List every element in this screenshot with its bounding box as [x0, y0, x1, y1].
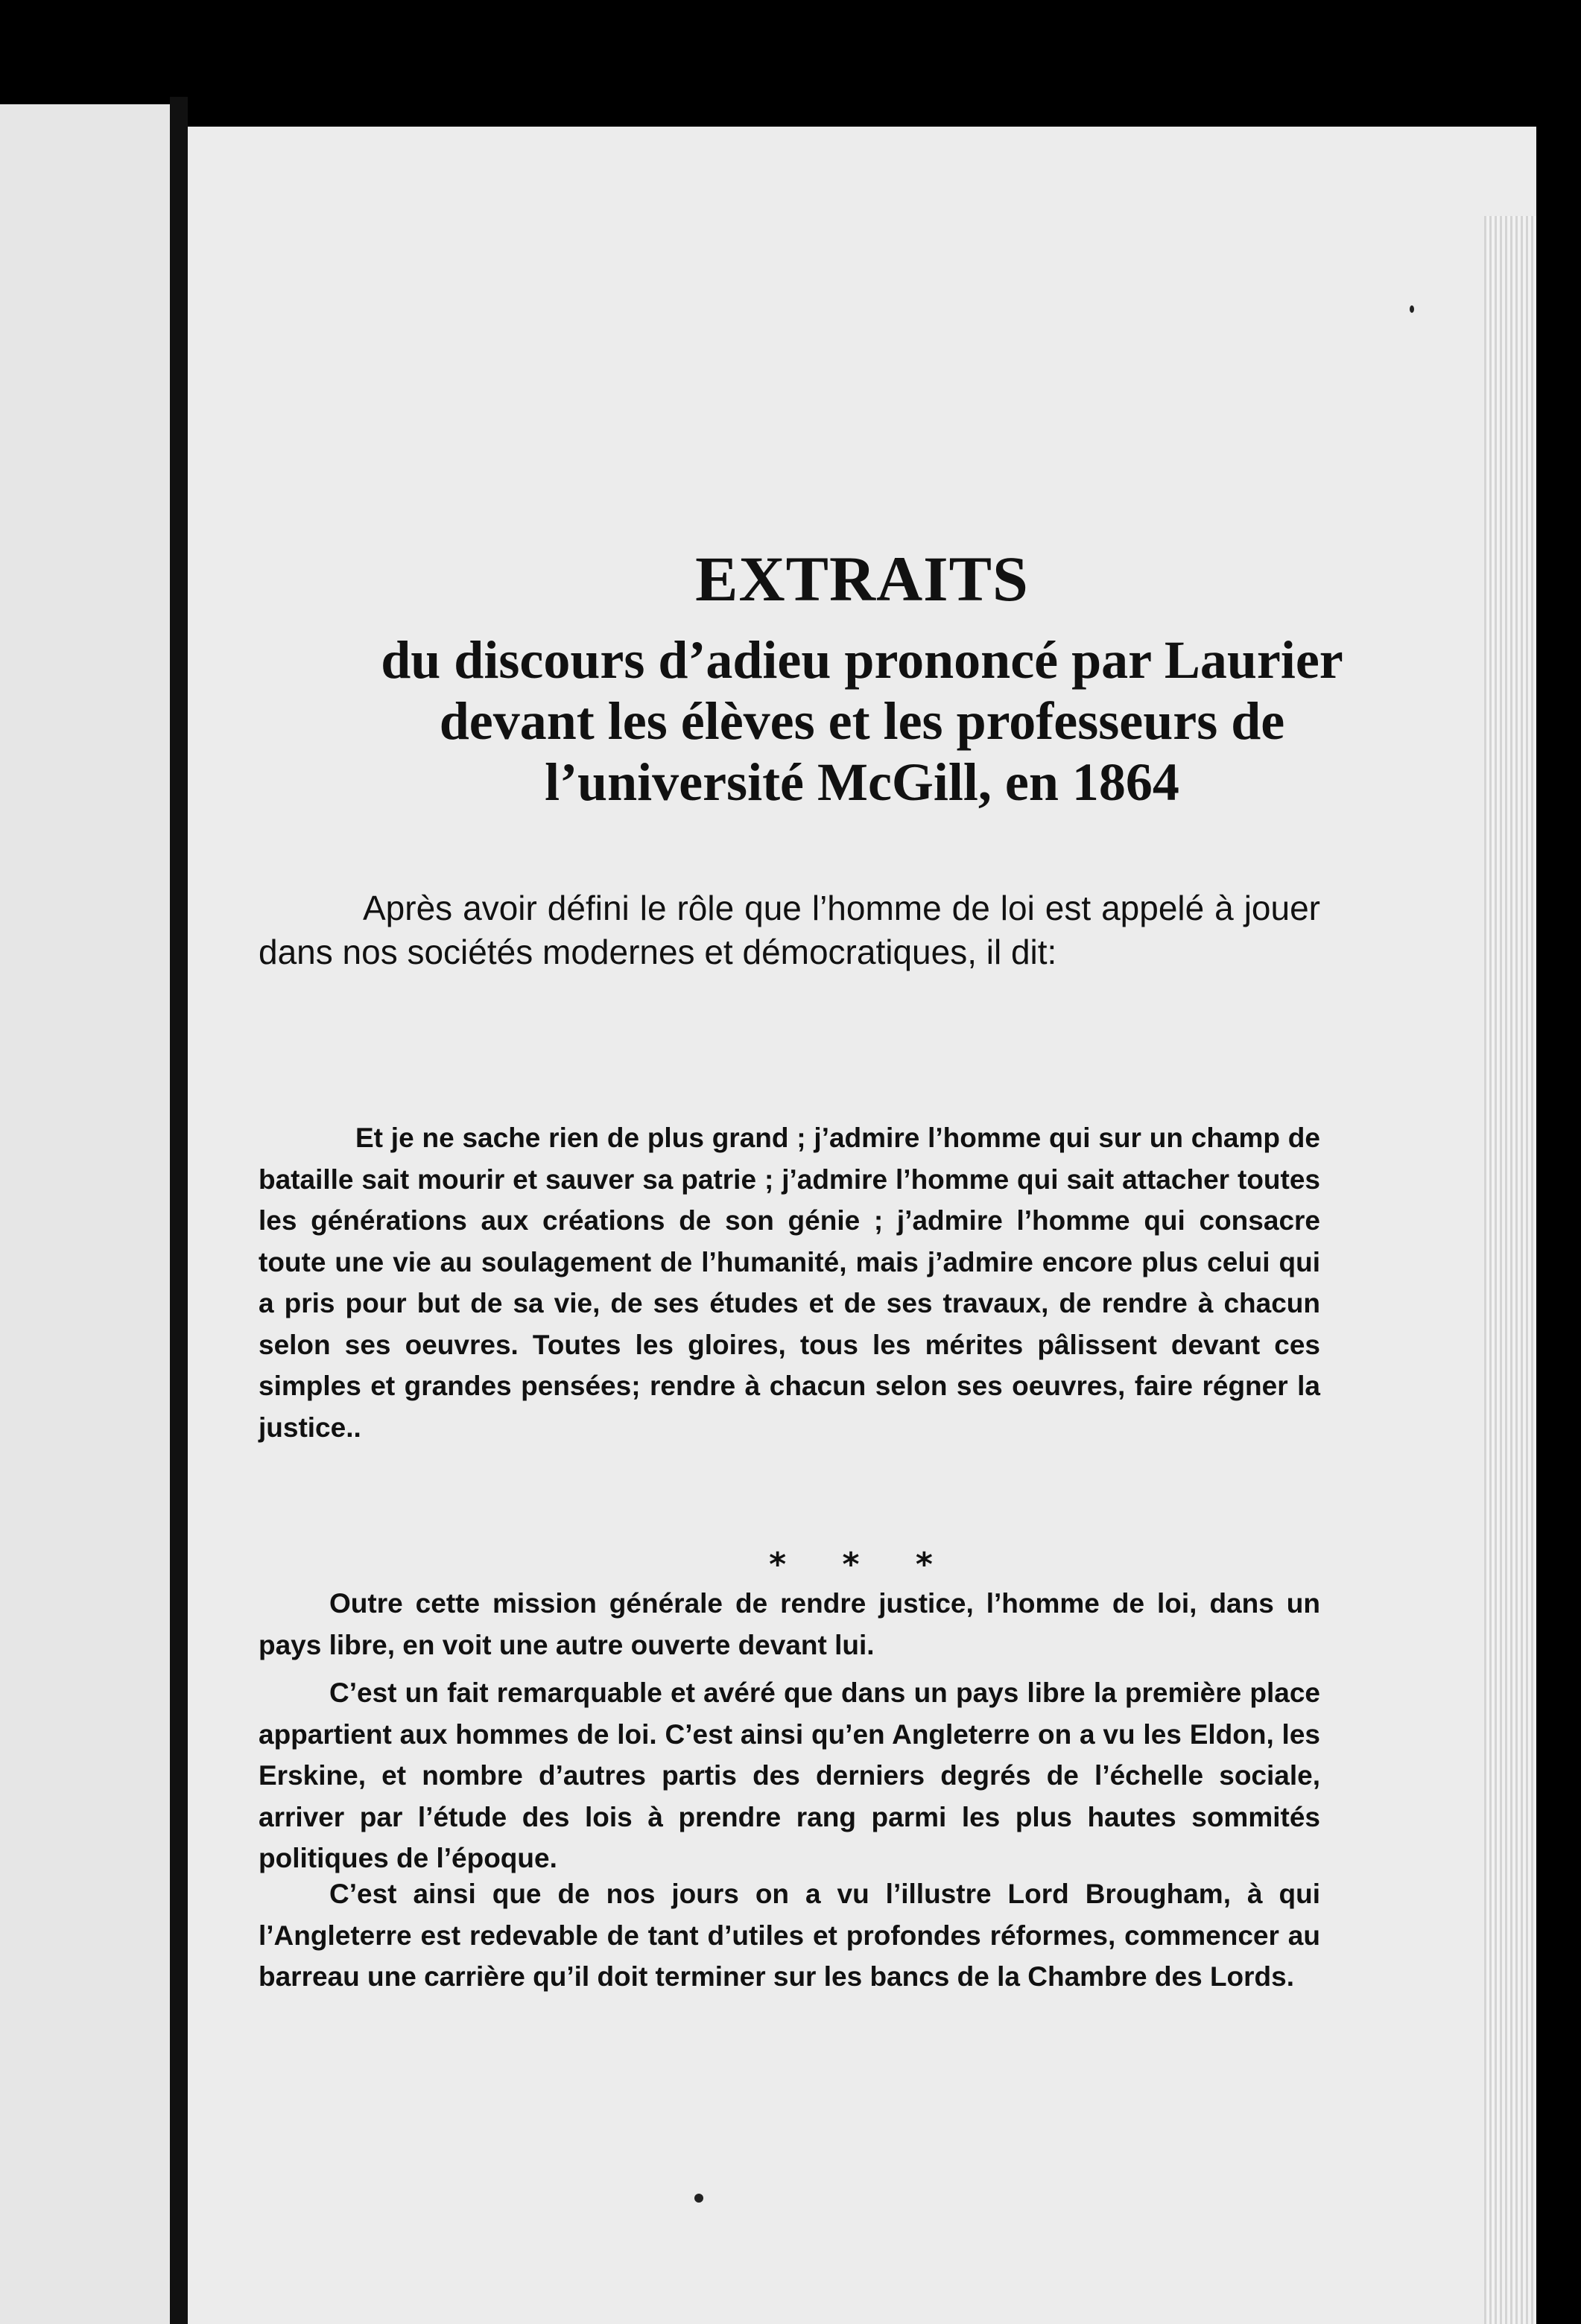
book-spine — [170, 97, 188, 2324]
paragraph-2: C’est un fait remarquable et avéré que dans un pays libre la première place appartient aux hommes de loi. C’est ainsi qu’en Angleterre on a vu les Eldon, les Erskine, et nombre d’autres partis des derniers degrés de l’échelle sociale, arriver par l’étude des lois à prendre rang parmi les plus hautes sommités politiques de l’époque. — [259, 1677, 1320, 1873]
book-page — [188, 127, 1536, 2324]
page-title: EXTRAITS — [695, 543, 1029, 615]
print-speck — [1410, 305, 1414, 313]
print-speck — [694, 2194, 703, 2203]
facing-page — [0, 104, 174, 2324]
intro-paragraph: Après avoir défini le rôle que l’homme de loi est appelé à jouer dans nos sociétés modernes et démocratiques, il dit: — [259, 889, 1320, 971]
quote-paragraph: Et je ne sache rien de plus grand ; j’admire l’homme qui sur un champ de bataille sait mourir et sauver sa patrie ; j’admire l’homme qui sait attacher toutes les générations aux créations de son génie ; j’admire l’homme qui consacre toute une vie au soulagement de l’humanité, mais j’admire encore plus celui qui a pris pour but de sa vie, de ses études et de ses travaux, de rendre à chacun selon ses oeuvres. Toutes les gloires, tous les mérites pâlissent devant ces simples et grandes pensées; rendre à chacun selon ses oeuvres, faire régner la justice.. — [259, 1123, 1320, 1443]
page-edges — [1484, 216, 1536, 2324]
title-block — [188, 544, 1536, 813]
paragraph-3: C’est ainsi que de nos jours on a vu l’illustre Lord Brougham, à qui l’Angleterre est redevable de tant d’utiles et profondes réformes, commencer au barreau une carrière qu’il doit terminer sur les bancs de la Chambre des Lords. — [259, 1879, 1320, 1992]
section-separator: * * * — [769, 1546, 955, 1584]
page-subtitle: du discours d’adieu prononcé par Laurier devant les élèves et les professeurs de l’université McGill, en 1864 — [381, 629, 1343, 812]
paragraph-1: Outre cette mission générale de rendre justice, l’homme de loi, dans un pays libre, en voit une autre ouverte devant lui. — [259, 1588, 1320, 1660]
